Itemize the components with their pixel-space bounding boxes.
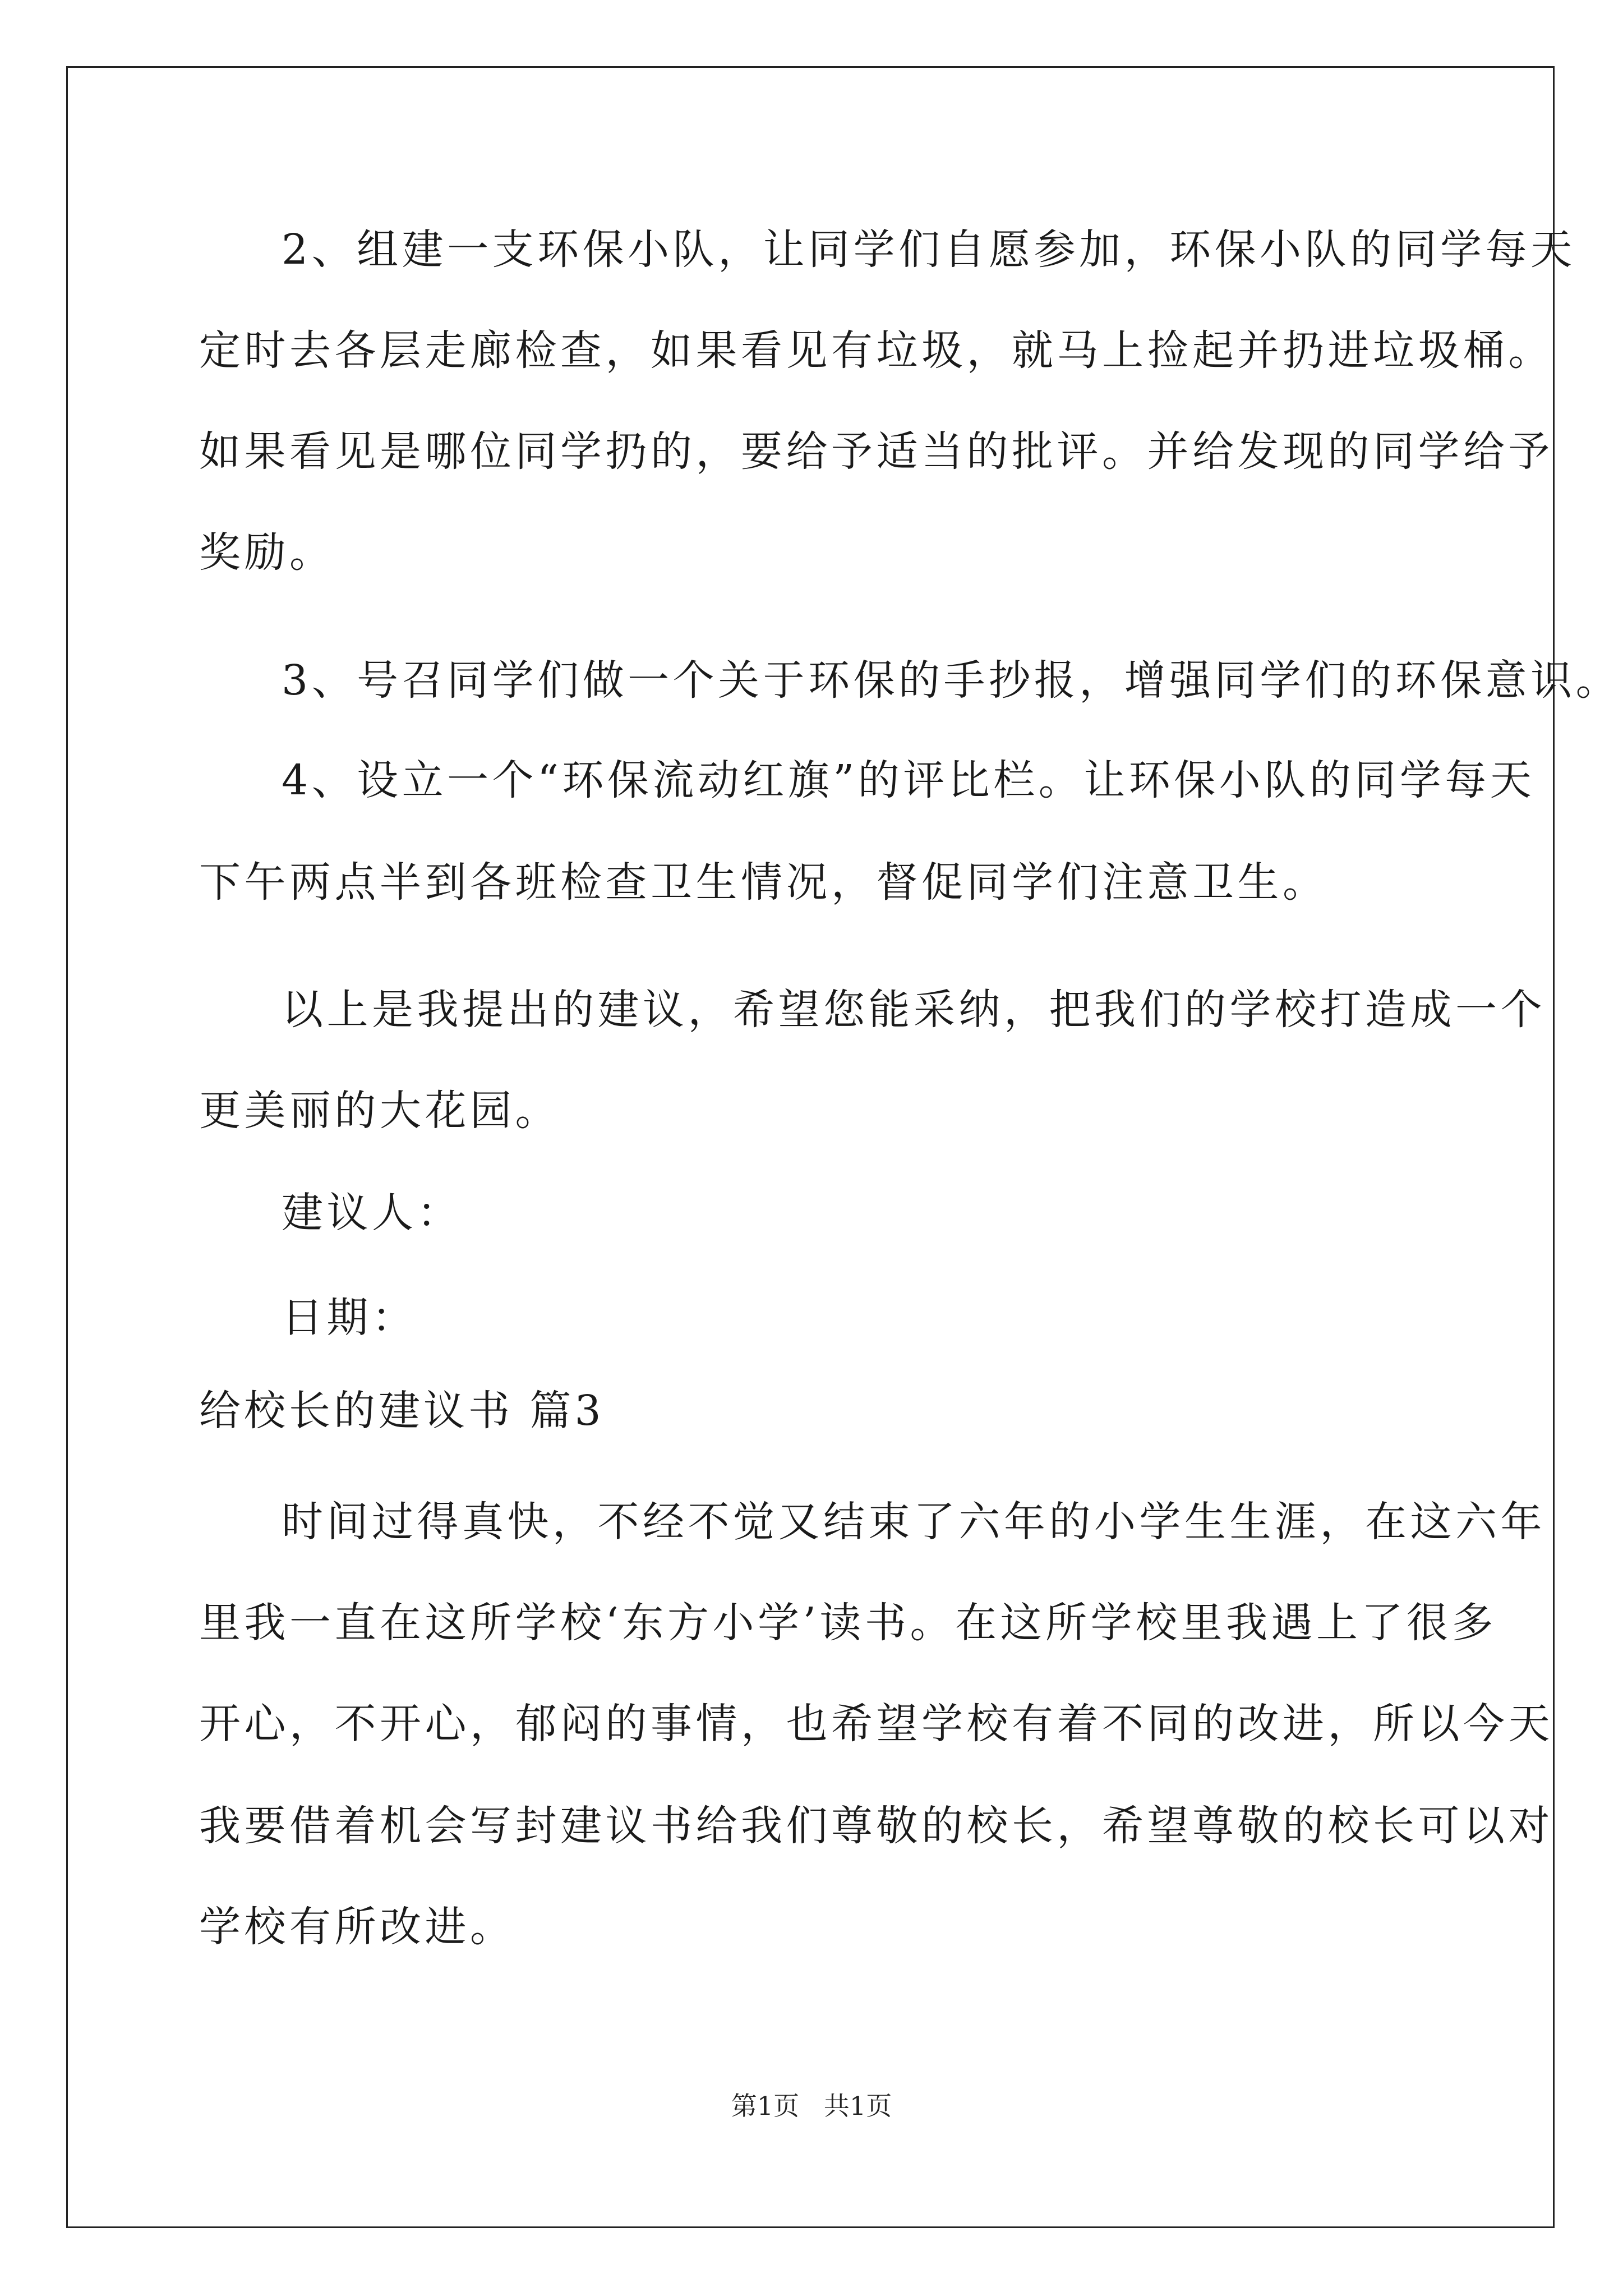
paragraph-line: 学校有所改进。 <box>199 1903 515 1951</box>
signature-label: 建议人： <box>282 1189 462 1237</box>
paragraph-line: 时间过得真快，不经不觉又结束了六年的小学生生涯，在这六年 <box>282 1498 1546 1546</box>
paragraph-line: 以上是我提出的建议，希望您能采纳，把我们的学校打造成一个 <box>282 986 1546 1034</box>
paragraph-line: 开心，不开心，郁闷的事情，也希望学校有着不同的改进，所以今天 <box>199 1700 1553 1748</box>
paragraph-line: 下午两点半到各班检查卫生情况，督促同学们注意卫生。 <box>199 858 1328 907</box>
paragraph-line: 3、号召同学们做一个关于环保的手抄报，增强同学们的环保意识。 <box>282 656 1621 705</box>
paragraph-line: 如果看见是哪位同学扔的，要给予适当的批评。并给发现的同学给予 <box>199 427 1553 476</box>
section-heading: 给校长的建议书 篇3 <box>199 1387 605 1435</box>
paragraph-line: 奖励。 <box>199 528 335 577</box>
paragraph-line: 2、组建一支环保小队，让同学们自愿参加，环保小队的同学每天 <box>282 226 1576 274</box>
paragraph-line: 定时去各层走廊检查，如果看见有垃圾，就马上捡起并扔进垃圾桶。 <box>199 326 1553 375</box>
paragraph-line: 里我一直在这所学校‘东方小学’读书。在这所学校里我遇上了很多 <box>199 1599 1497 1647</box>
date-label: 日期： <box>282 1294 417 1342</box>
paragraph-line: 更美丽的大花园。 <box>199 1087 560 1135</box>
paragraph-line: 我要借着机会写封建议书给我们尊敬的校长，希望尊敬的校长可以对 <box>199 1802 1553 1850</box>
paragraph-line: 4、设立一个“环保流动红旗”的评比栏。让环保小队的同学每天 <box>282 756 1536 804</box>
page-number-footer: 第1页 共1页 <box>731 2091 892 2121</box>
